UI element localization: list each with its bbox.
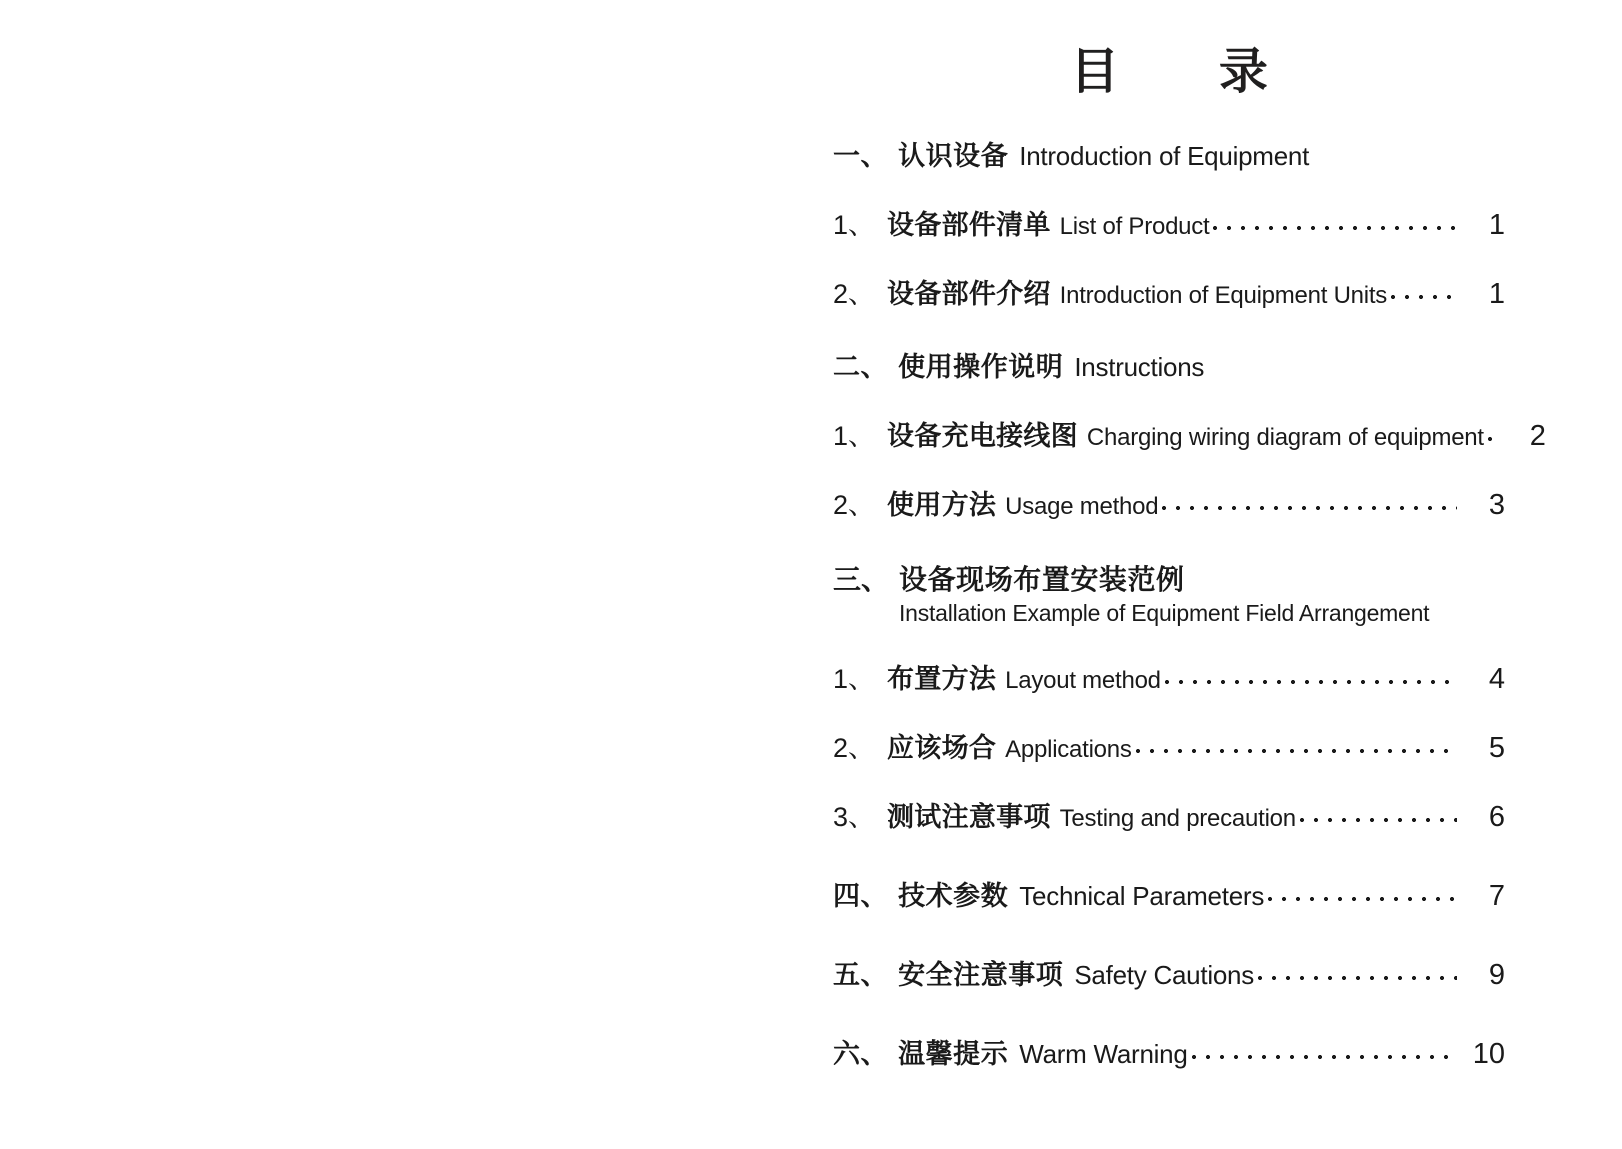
toc-dot-leader-dots bbox=[1162, 506, 1457, 510]
toc-entry-marker: 二、 bbox=[833, 352, 889, 383]
page-title: 目 录 bbox=[1070, 45, 1283, 99]
toc-entry-title-cn: 安全注意事项 bbox=[898, 960, 1064, 991]
toc-entry-label bbox=[833, 1032, 1188, 1071]
toc-entry-title-cn: 测试注意事项 bbox=[887, 802, 1051, 833]
toc-dot-leader bbox=[1258, 968, 1457, 984]
toc-entry-title-en: Applications bbox=[1005, 736, 1132, 764]
toc-page-number: 7 bbox=[1488, 880, 1505, 913]
toc-entry-label bbox=[833, 483, 1158, 522]
toc-entry-title-cn: 技术参数 bbox=[898, 881, 1009, 912]
toc-dot-leader bbox=[1192, 1047, 1457, 1063]
toc-entry-label bbox=[833, 795, 1296, 834]
toc-entry-marker: 四、 bbox=[833, 881, 889, 912]
toc-entry-title-en: Warm Warning bbox=[1019, 1039, 1188, 1070]
toc-entry-title-en: Introduction of Equipment bbox=[1019, 141, 1310, 172]
toc-entry-title-cn: 温馨提示 bbox=[898, 1039, 1009, 1070]
toc-section-heading[interactable] bbox=[833, 874, 1505, 913]
toc-entry-marker: 3、 bbox=[833, 802, 876, 833]
toc-entry[interactable] bbox=[833, 657, 1505, 696]
toc-entry-label bbox=[833, 203, 1209, 242]
toc-page-number: 9 bbox=[1488, 959, 1505, 992]
toc-entry[interactable] bbox=[833, 726, 1505, 765]
toc-entry-title-en: Testing and precaution bbox=[1059, 805, 1296, 833]
toc-entry-title-cn: 设备充电接线图 bbox=[887, 421, 1078, 452]
toc-dot-leader-dots bbox=[1391, 295, 1457, 299]
toc-entry[interactable] bbox=[833, 203, 1505, 242]
toc-entry-title-en: Layout method bbox=[1005, 667, 1161, 695]
toc-entry-title-cn: 使用操作说明 bbox=[898, 352, 1064, 383]
toc-entry-title-en: List of Product bbox=[1059, 213, 1210, 241]
toc-entry-label bbox=[833, 657, 1161, 696]
toc-entry-title-cn: 应该场合 bbox=[887, 733, 997, 764]
toc-entry-title-cn: 布置方法 bbox=[887, 664, 997, 695]
toc-entry-label bbox=[833, 953, 1254, 992]
toc-dot-leader-dots bbox=[1136, 749, 1457, 753]
toc-entry-title-en: Safety Cautions bbox=[1074, 960, 1254, 991]
toc-dot-leader bbox=[1268, 889, 1457, 905]
toc-dot-leader bbox=[1391, 287, 1457, 303]
toc-entry-title-cn: 使用方法 bbox=[887, 490, 997, 521]
toc-dot-leader-dots bbox=[1268, 897, 1457, 901]
toc-entry-title-en: Technical Parameters bbox=[1019, 881, 1265, 912]
toc-entry-title-cn: 认识设备 bbox=[898, 141, 1009, 172]
toc-entry[interactable] bbox=[833, 272, 1505, 311]
toc-entry-title-en: Introduction of Equipment Units bbox=[1059, 282, 1388, 310]
table-of-contents bbox=[833, 0, 1546, 1071]
toc-dot-leader bbox=[1162, 498, 1457, 514]
toc-entry[interactable] bbox=[833, 414, 1546, 453]
toc-entry-label bbox=[833, 874, 1264, 913]
toc-entry[interactable] bbox=[833, 483, 1505, 522]
toc-entry[interactable] bbox=[833, 795, 1505, 834]
toc-section-heading[interactable] bbox=[833, 134, 1505, 173]
toc-section-heading[interactable] bbox=[833, 953, 1505, 992]
toc-dot-leader-dots bbox=[1258, 976, 1457, 980]
toc-entry-title-en: Installation Example of Equipment Field Arrangement bbox=[899, 600, 1430, 627]
toc-dot-leader bbox=[1165, 672, 1457, 688]
toc-entry-label bbox=[833, 134, 1309, 173]
toc-entry-list bbox=[833, 134, 1546, 1071]
toc-entry-marker: 三、 bbox=[833, 564, 890, 596]
toc-entry-marker: 1、 bbox=[833, 421, 876, 452]
toc-page-number: 6 bbox=[1488, 801, 1505, 834]
toc-page-number: 5 bbox=[1488, 732, 1505, 765]
toc-dot-leader bbox=[1136, 741, 1457, 757]
toc-dot-leader-dots bbox=[1192, 1055, 1457, 1059]
toc-page-number: 10 bbox=[1472, 1038, 1505, 1071]
toc-entry-title-en: Instructions bbox=[1074, 352, 1205, 383]
toc-entry-title-cn: 设备部件清单 bbox=[887, 210, 1051, 241]
toc-entry-label bbox=[833, 726, 1132, 765]
toc-page-number: 1 bbox=[1488, 209, 1505, 242]
toc-dot-leader-dots bbox=[1213, 226, 1457, 230]
toc-entry-marker: 2、 bbox=[833, 733, 876, 764]
toc-section-heading[interactable] bbox=[833, 345, 1505, 384]
toc-entry-title-en: Usage method bbox=[1005, 493, 1159, 521]
toc-section-heading[interactable] bbox=[833, 1032, 1505, 1071]
toc-page-number: 3 bbox=[1488, 489, 1505, 522]
toc-entry-marker: 1、 bbox=[833, 664, 876, 695]
toc-page-number: 2 bbox=[1529, 420, 1546, 453]
toc-section-heading-line bbox=[833, 558, 1505, 598]
toc-entry-marker: 六、 bbox=[833, 1039, 889, 1070]
toc-entry-title-cn: 设备现场布置安装范例 bbox=[899, 564, 1185, 596]
toc-page-number: 4 bbox=[1488, 663, 1505, 696]
toc-page-number: 1 bbox=[1488, 278, 1505, 311]
toc-entry-label bbox=[833, 272, 1387, 311]
toc-entry-title-en: Charging wiring diagram of equipment bbox=[1086, 424, 1484, 452]
toc-dot-leader-dots bbox=[1300, 818, 1457, 822]
toc-entry-marker: 2、 bbox=[833, 490, 876, 521]
toc-entry-title-cn: 设备部件介绍 bbox=[887, 279, 1051, 310]
toc-dot-leader-dots bbox=[1488, 437, 1498, 441]
toc-dot-leader bbox=[1213, 218, 1457, 234]
toc-entry-marker: 五、 bbox=[833, 960, 889, 991]
toc-entry-marker: 2、 bbox=[833, 279, 876, 310]
toc-dot-leader bbox=[1300, 810, 1457, 826]
toc-entry-marker: 1、 bbox=[833, 210, 876, 241]
toc-entry-marker: 一、 bbox=[833, 141, 889, 172]
toc-dot-leader bbox=[1488, 429, 1498, 445]
toc-entry-label bbox=[833, 414, 1484, 453]
toc-dot-leader-dots bbox=[1165, 680, 1457, 684]
toc-entry-label bbox=[833, 345, 1204, 384]
toc-section-heading[interactable] bbox=[833, 558, 1505, 627]
